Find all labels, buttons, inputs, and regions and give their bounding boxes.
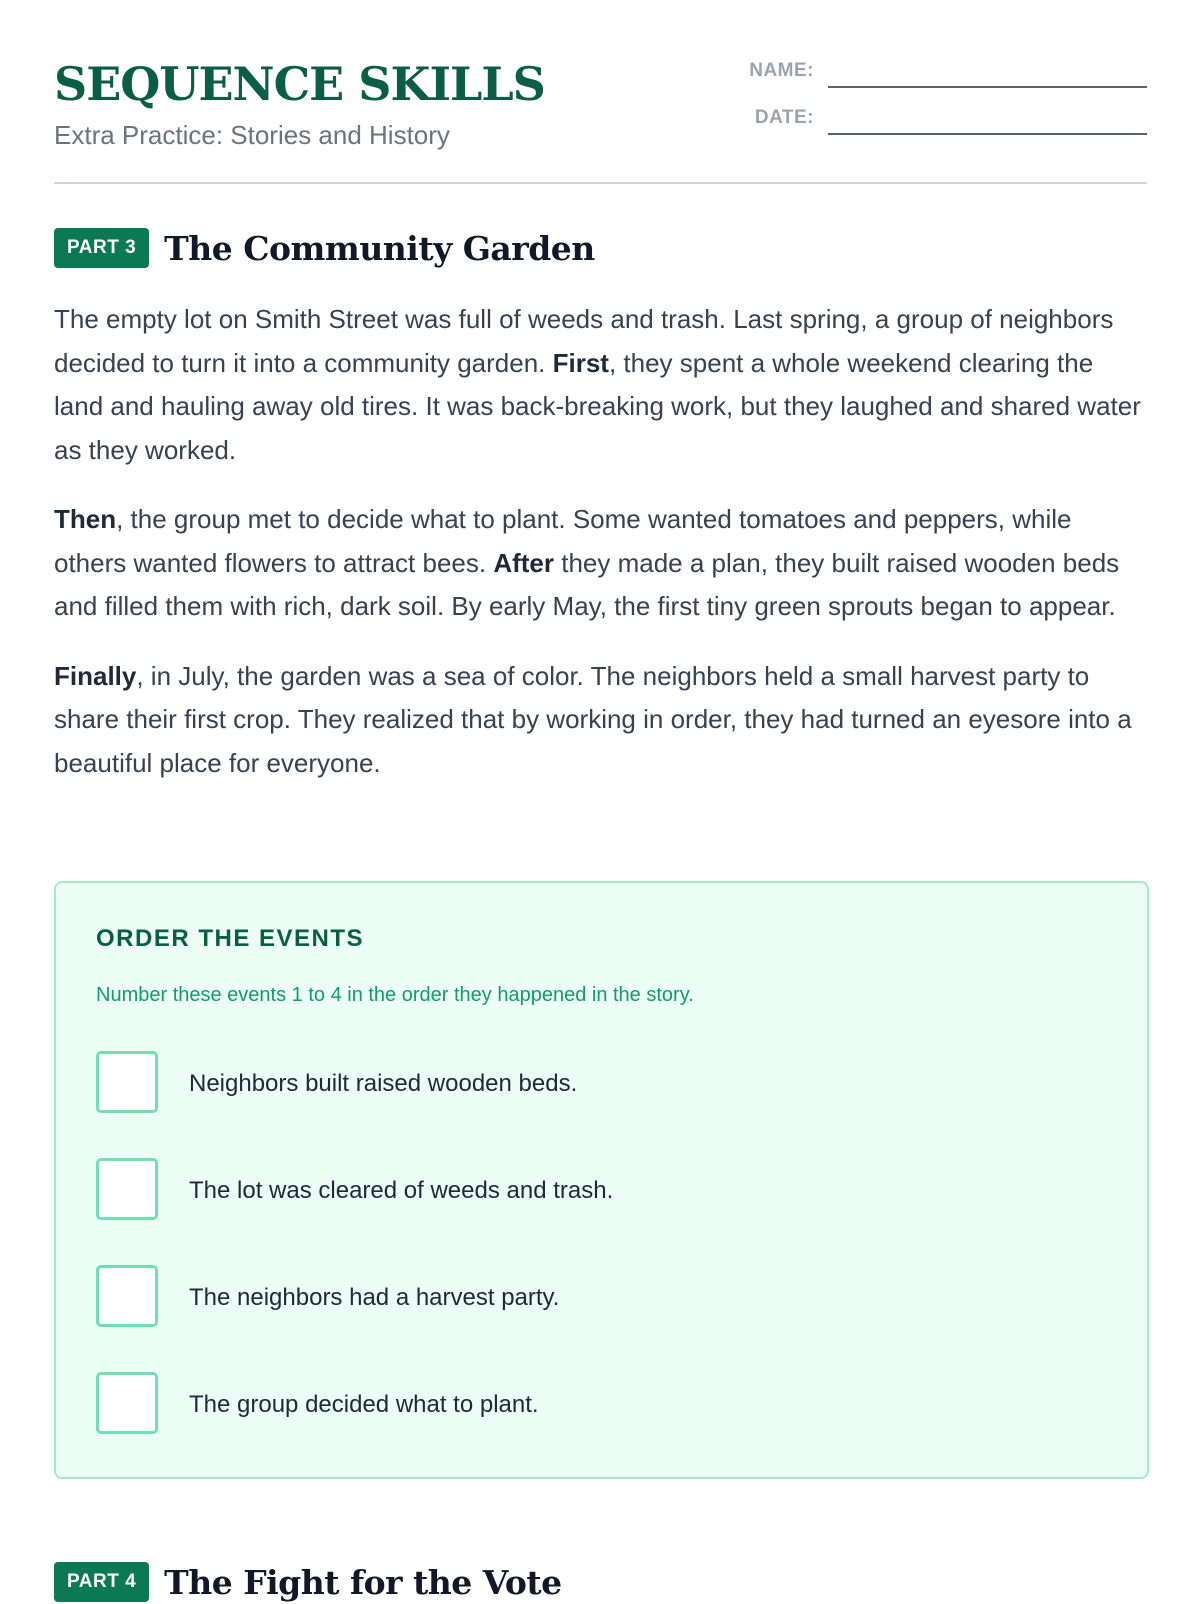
part-3-title: The Community Garden (164, 228, 595, 268)
part-4-title: The Fight for the Vote (164, 1562, 562, 1602)
story-paragraph (54, 298, 1147, 472)
event-text: The neighbors had a harvest party. (189, 1284, 560, 1311)
event-item (96, 1051, 1096, 1117)
order-events-panel (54, 881, 1149, 1479)
date-label: DATE: (754, 107, 814, 128)
sequence-keyword: After (493, 547, 555, 578)
part-3-heading (54, 226, 595, 270)
event-number-box[interactable] (96, 1051, 158, 1113)
event-item (96, 1158, 1096, 1224)
worksheet-header (54, 0, 1147, 184)
event-item (96, 1265, 1096, 1331)
event-item (96, 1372, 1096, 1438)
event-number-box[interactable] (96, 1265, 158, 1327)
story-text (54, 298, 1147, 811)
sequence-keyword: First (552, 347, 609, 378)
story-paragraph (54, 655, 1147, 786)
story-text-segment: , in July, the garden was a sea of color. The neighbors held a small harvest party to share their first crop. They realized that by working in order, they had turned an eyesore into a beautiful place for everyone. (54, 660, 1132, 778)
event-number-box[interactable] (96, 1158, 158, 1220)
story-text-segment: The empty lot on Smith Street was full of weeds and trash. Last spring, a group of neighbors decided to turn it into a community garden. (54, 304, 1114, 378)
order-events-title: ORDER THE EVENTS (96, 925, 365, 952)
date-line[interactable] (828, 133, 1147, 135)
worksheet-subtitle: Extra Practice: Stories and History (54, 120, 450, 150)
order-events-instruction: Number these events 1 to 4 in the order they happened in the story. (96, 984, 694, 1006)
date-field-row (714, 103, 1147, 133)
event-text: The lot was cleared of weeds and trash. (189, 1177, 614, 1204)
event-text: The group decided what to plant. (189, 1391, 539, 1418)
name-line[interactable] (828, 86, 1147, 88)
event-text: Neighbors built raised wooden beds. (189, 1070, 578, 1097)
name-field-row (714, 56, 1147, 86)
sequence-keyword: Then (54, 504, 117, 534)
name-label: NAME: (749, 60, 814, 81)
worksheet-title: SEQUENCE SKILLS (54, 57, 545, 111)
story-text-segment: they made a plan, they built raised wooden beds and filled them with rich, dark soil. By early May, the first tiny green sprouts began to appear. (54, 547, 1120, 621)
story-text-segment: , they spent a whole weekend clearing the land and hauling away old tires. It was back-breaking work, but they laughed and shared water as they worked. (54, 347, 1141, 465)
part-4-heading (54, 1560, 562, 1604)
part-4-badge: PART 4 (54, 1562, 149, 1602)
story-paragraph (54, 498, 1147, 629)
event-number-box[interactable] (96, 1372, 158, 1434)
sequence-keyword: Finally (54, 660, 137, 691)
part-3-badge: PART 3 (54, 228, 149, 268)
worksheet-page (54, 0, 1147, 1602)
story-text-segment: , the group met to decide what to plant. Some wanted tomatoes and peppers, while others wanted flowers to attract bees. (54, 504, 1072, 578)
